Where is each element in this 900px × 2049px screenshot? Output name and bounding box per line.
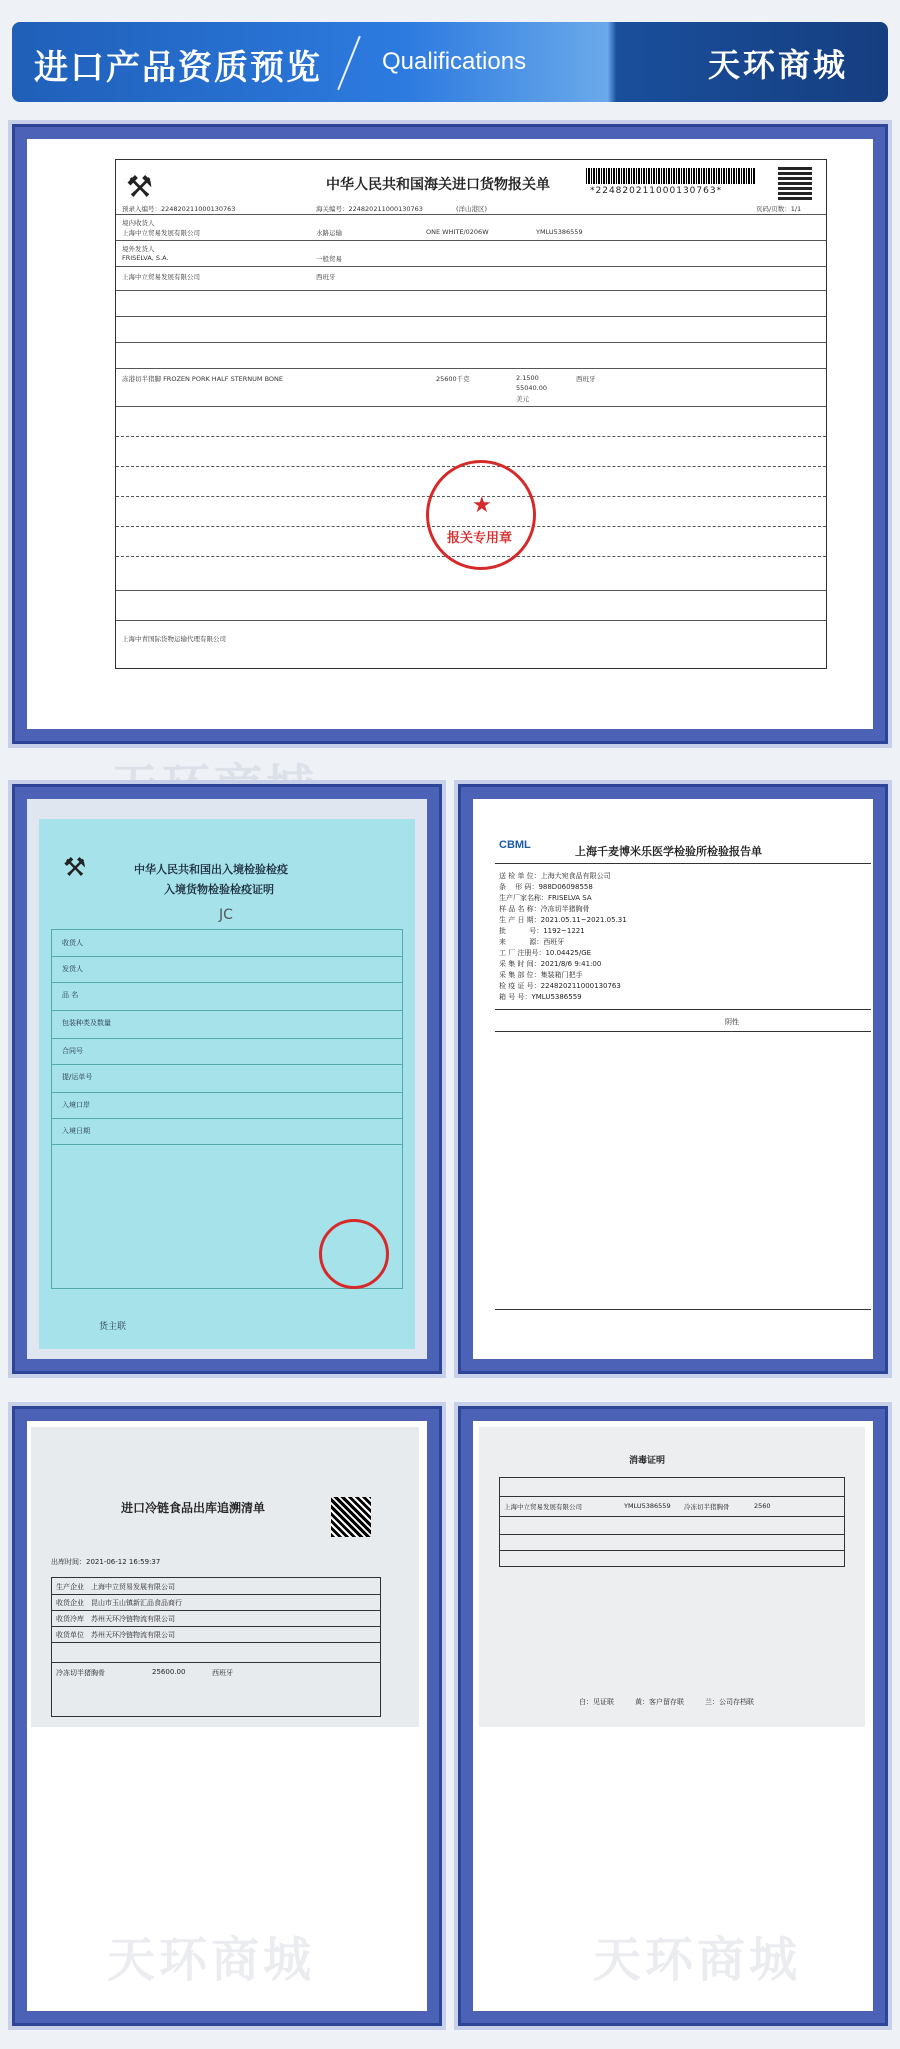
- lab-report: [485, 819, 873, 1339]
- coldchain-title: 进口冷链食品出库追溯清单: [121, 1501, 266, 1515]
- disinfect-row: 上海中立贸易发展有限公司: [504, 1503, 582, 1511]
- customs-title: 中华人民共和国海关进口货物报关单: [326, 177, 550, 193]
- country: 西班牙: [316, 273, 336, 281]
- coldchain-row: 收货单位 苏州天环冷链物流有限公司: [56, 1631, 175, 1639]
- disinfection-certificate: [479, 1427, 865, 1727]
- lab-field: 来 源：西班牙: [499, 938, 565, 946]
- coldchain-frame: [12, 1406, 442, 2026]
- page-count: 页码/页数：1/1: [756, 205, 802, 213]
- transport: 水路运输: [316, 229, 342, 237]
- customs-emblem-icon: ⚒: [126, 170, 153, 205]
- vessel: ONE WHITE/0206W: [426, 228, 489, 236]
- customs-port: (洋山港区): [456, 205, 488, 213]
- cert-label-4: 合同号: [62, 1047, 83, 1055]
- certificate-title: 中华人民共和国出入境检验检疫: [134, 863, 288, 876]
- header-title-en: Qualifications: [382, 48, 527, 75]
- quarantine-certificate: [39, 819, 415, 1349]
- goods-line: 冻港切半猪脚 FROZEN PORK HALF STERNUM BONE: [122, 375, 284, 383]
- stamp-label: 报关专用章: [447, 531, 513, 546]
- goods-currency: 美元: [516, 395, 529, 403]
- customs-no: 海关编号：224820211000130763: [316, 205, 423, 213]
- certificate-subtitle: 入境货物检验检疫证明: [164, 883, 274, 896]
- lab-field: 采 集 部 位：集装箱门把手: [499, 971, 583, 979]
- lab-field: 工 厂 注册号：10.04425/GE: [499, 949, 592, 957]
- shipper: FRISELVA, S.A.: [122, 254, 169, 262]
- pre-entry-no: 预录入编号：224820211000130763: [122, 205, 236, 213]
- lab-field: 生产厂家名称：FRISELVA SA: [499, 894, 592, 902]
- disinfect-bill: YMLU5386559: [624, 1502, 671, 1510]
- watermark-text: 天环商城: [593, 1932, 802, 1988]
- lab-field: 批 号：1192~1221: [499, 927, 585, 935]
- customs-declaration-frame: [12, 124, 888, 744]
- disinfect-qty: 2560: [754, 1502, 771, 1510]
- coldchain-goods: 冷冻切半猪胸骨: [56, 1669, 105, 1677]
- coldchain-image: [27, 1421, 427, 2011]
- bill-no: YMLU5386559: [536, 228, 583, 236]
- customs-emblem-icon: ⚒: [63, 853, 87, 883]
- cert-label-3: 包装种类及数量: [62, 1019, 111, 1027]
- goods-total: 55040.00: [516, 384, 548, 392]
- lab-field: 生 产 日 期：2021.05.11~2021.05.31: [499, 916, 627, 924]
- consignee: 上海中立贸易发展有限公司: [122, 229, 200, 237]
- cert-label-6: 入境口岸: [62, 1101, 90, 1109]
- coldchain-row: 收货冷库 苏州天环冷链物流有限公司: [56, 1615, 175, 1623]
- lab-field: 条 形 码：988D06098558: [499, 883, 593, 891]
- cert-label-5: 提/运单号: [62, 1073, 93, 1081]
- disinfect-footer: 白：见证联 黄：客户留存联 兰：公司存档联: [579, 1698, 754, 1706]
- qr-code-icon: [778, 166, 812, 200]
- coldchain-row: 收货企业 昆山市玉山镇新汇品食品商行: [56, 1599, 182, 1607]
- lab-field: 送 检 单 位：上海大宛食品有限公司: [499, 872, 611, 880]
- watermark: [593, 1921, 801, 1990]
- lab-report-frame: [458, 784, 888, 1374]
- certificate-image: [27, 799, 427, 1359]
- certificate-frame: [12, 784, 442, 1374]
- goods-qty: 25600千克: [436, 375, 470, 383]
- watermark: [107, 1921, 315, 1990]
- header-brand: 天环商城: [707, 46, 848, 84]
- disinfection-image: [473, 1421, 873, 2011]
- consumer: 上海中立贸易发展有限公司: [122, 273, 200, 281]
- coldchain-list: [31, 1427, 419, 1727]
- coldchain-date: 出库时间：2021-06-12 16:59:37: [51, 1558, 161, 1566]
- header-title-cn: 进口产品资质预览: [34, 48, 322, 88]
- goods-price: 2.1500: [516, 374, 539, 382]
- supervision: 一般贸易: [316, 255, 342, 263]
- disinfect-goods: 冷冻切半猪胸骨: [684, 1503, 730, 1511]
- agent: 上海中青国际货物运输代理有限公司: [122, 635, 226, 643]
- coldchain-row: 生产企业 上海中立贸易发展有限公司: [56, 1583, 175, 1591]
- lab-report-image: [473, 799, 873, 1359]
- coldchain-origin: 西班牙: [212, 1669, 233, 1677]
- certificate-footer: 货主联: [99, 1322, 127, 1332]
- page-header: [12, 22, 888, 102]
- lab-result: 阴性: [725, 1018, 739, 1026]
- lab-field: 检 疫 证 号：224820211000130763: [499, 982, 621, 990]
- certificate-mark: JC: [219, 907, 233, 923]
- cert-label-2: 品 名: [62, 991, 79, 999]
- barcode-number: *224820211000130763*: [590, 186, 723, 196]
- shipper-label: 境外发货人: [122, 245, 155, 253]
- cert-label-7: 入境日期: [62, 1127, 90, 1135]
- lab-title: 上海千麦博米乐医学检验所检验报告单: [575, 845, 762, 858]
- disinfect-table: [499, 1477, 845, 1567]
- lab-field: 样 品 名 称：冷冻切半猪胸骨: [499, 905, 590, 913]
- watermark-text: 天环商城: [107, 1932, 316, 1988]
- customs-declaration-image: [27, 139, 873, 729]
- barcode-icon: [586, 168, 756, 184]
- customs-stamp: [426, 460, 536, 570]
- lab-field: 采 集 时 间：2021/8/6 9:41:00: [499, 960, 602, 968]
- lab-field: 箱 号 号：YMLU5386559: [499, 993, 582, 1001]
- qr-code-icon: [331, 1497, 371, 1537]
- header-divider: [337, 36, 361, 91]
- cert-label-1: 发货人: [62, 965, 83, 973]
- cbml-logo: CBML: [499, 839, 531, 851]
- disinfection-frame: [458, 1406, 888, 2026]
- consignee-label: 境内收货人: [122, 219, 155, 227]
- disinfect-title: 消毒证明: [629, 1456, 666, 1466]
- coldchain-table: [51, 1577, 381, 1717]
- customs-declaration: [115, 159, 827, 669]
- certificate-stamp: [319, 1219, 389, 1289]
- star-icon: ★: [472, 493, 492, 518]
- coldchain-weight: 25600.00: [152, 1668, 186, 1676]
- goods-origin: 西班牙: [576, 375, 596, 383]
- cert-label-0: 收货人: [62, 939, 83, 947]
